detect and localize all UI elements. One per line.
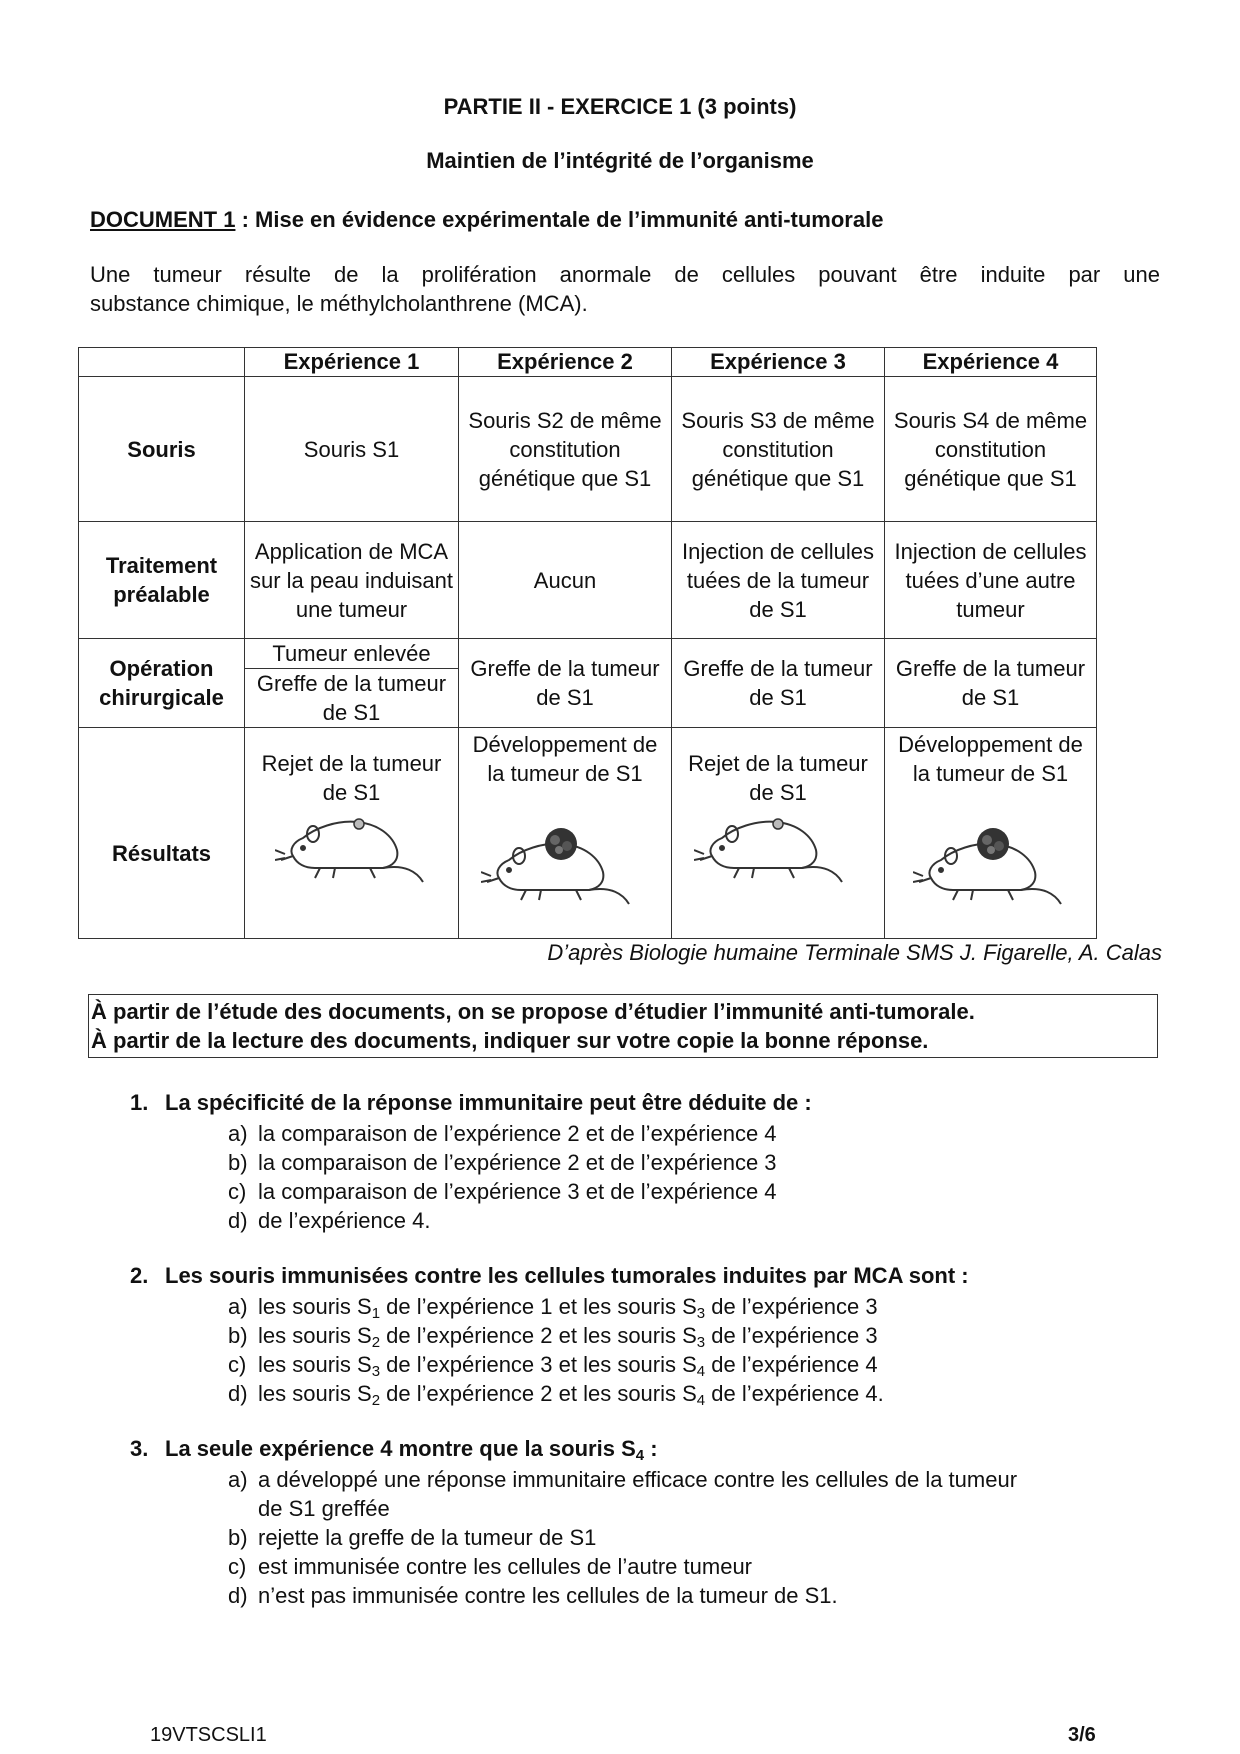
mouse-tumor-icon xyxy=(913,828,1073,908)
row-label xyxy=(79,639,245,728)
result-cell xyxy=(245,728,459,939)
column-header: Expérience 4 xyxy=(885,348,1097,377)
mouse-healthy-icon xyxy=(275,806,435,886)
instruction-line: À partir de l’étude des documents, on se propose d’étudier l’immunité anti-tumorale. xyxy=(91,999,975,1024)
row-label-line: préalable xyxy=(113,582,210,607)
table-cell: Application de MCA sur la peau induisant une tumeur xyxy=(245,522,459,639)
question-text: La spécificité de la réponse immunitaire peut être déduite de : xyxy=(165,1090,812,1115)
option-text: les souris $S_2$ de l’expérience 2 et les souris $S_3$ de l’expérience 3 xyxy=(258,1323,878,1351)
table-header-row xyxy=(79,348,1097,377)
page-number: 3/6 xyxy=(1068,1724,1096,1746)
table-cell: Injection de cellules tuées de la tumeur de S1 xyxy=(672,522,885,639)
table-cell: Greffe de la tumeur de S1 xyxy=(672,639,885,728)
row-traitement xyxy=(79,522,1097,639)
table-cell: Tumeur enlevée xyxy=(245,639,459,669)
result-cell xyxy=(459,728,672,939)
option-letter: b) xyxy=(228,1150,248,1175)
result-text: Rejet de la tumeur de S1 xyxy=(261,751,442,805)
table-cell: Souris S3 de même constitution génétique que S1 xyxy=(672,377,885,522)
source-citation: D’après Biologie humaine Terminale SMS J. Figarelle, A. Calas xyxy=(547,940,1162,965)
document-label: DOCUMENT 1 xyxy=(90,207,236,232)
row-operation xyxy=(79,639,1097,669)
instructions-box xyxy=(88,994,1158,1058)
option-letter: b) xyxy=(228,1525,248,1550)
instruction-line: À partir de la lecture des documents, indiquer sur votre copie la bonne réponse. xyxy=(91,1028,929,1053)
column-header: Expérience 3 xyxy=(672,348,885,377)
option xyxy=(228,1119,777,1148)
option-text: rejette la greffe de la tumeur de S1 xyxy=(258,1525,597,1550)
experiment-table xyxy=(78,347,1097,939)
row-resultats xyxy=(79,728,1097,939)
mouse-tumor-icon xyxy=(481,828,641,908)
column-header: Expérience 1 xyxy=(245,348,459,377)
document-title: Mise en évidence expérimentale de l’immunité anti-tumorale xyxy=(255,207,884,232)
option-letter: a) xyxy=(228,1467,248,1492)
intro-line-2: substance chimique, le méthylcholanthrene (MCA). xyxy=(90,291,588,316)
table-cell: Injection de cellules tuées d’une autre tumeur xyxy=(885,522,1097,639)
option xyxy=(228,1523,596,1552)
table-corner xyxy=(79,348,245,377)
result-cell xyxy=(885,728,1097,939)
table-cell: Souris S4 de même constitution génétique que S1 xyxy=(885,377,1097,522)
option-letter: d) xyxy=(228,1381,248,1406)
option-letter: d) xyxy=(228,1583,248,1608)
table-cell: Greffe de la tumeur de S1 xyxy=(245,669,459,728)
mouse-healthy-icon xyxy=(694,806,854,886)
exercise-title: PARTIE II - EXERCICE 1 (3 points) xyxy=(443,94,797,119)
question-text: Les souris immunisées contre les cellules tumorales induites par MCA sont : xyxy=(165,1263,969,1288)
footer-code: 19VTSCSLI1 xyxy=(150,1724,267,1746)
question-title xyxy=(130,1090,812,1116)
table-cell: Aucun xyxy=(459,522,672,639)
result-text: Rejet de la tumeur de S1 xyxy=(688,751,868,805)
option-letter: b) xyxy=(228,1323,248,1348)
option-letter: a) xyxy=(228,1294,248,1319)
option-text: les souris $S_3$ de l’expérience 3 et les souris $S_4$ de l’expérience 4 xyxy=(258,1352,878,1380)
row-label-line: Opération xyxy=(109,656,214,681)
question-title xyxy=(130,1263,969,1289)
option xyxy=(228,1581,838,1610)
column-header: Expérience 2 xyxy=(459,348,672,377)
option xyxy=(228,1465,1017,1523)
option-text: la comparaison de l’expérience 3 et de l’expérience 4 xyxy=(258,1179,777,1204)
row-label xyxy=(79,522,245,639)
option xyxy=(228,1379,884,1408)
question-title xyxy=(130,1436,658,1462)
question-number: 3. xyxy=(130,1436,149,1461)
option xyxy=(228,1552,752,1581)
result-text: Développement de la tumeur de S1 xyxy=(898,732,1083,786)
table-cell: Souris S1 xyxy=(245,377,459,522)
table-cell: Souris S2 de même constitution génétique que S1 xyxy=(459,377,672,522)
option-text: est immunisée contre les cellules de l’autre tumeur xyxy=(258,1554,753,1579)
question-number: 2. xyxy=(130,1263,149,1288)
option-text-continued: de S1 greffée xyxy=(258,1496,390,1521)
row-label-line: chirurgicale xyxy=(99,685,224,710)
option-letter: c) xyxy=(228,1352,247,1377)
intro-line-1: Une tumeur résulte de la prolifération anormale de cellules pouvant être induite par une xyxy=(90,262,1160,287)
row-label-line: Traitement xyxy=(105,553,218,578)
option xyxy=(228,1148,777,1177)
option-letter: a) xyxy=(228,1121,248,1146)
result-text: Développement de la tumeur de S1 xyxy=(472,732,658,786)
option-letter: c) xyxy=(228,1554,247,1579)
option-text: la comparaison de l’expérience 2 et de l’expérience 3 xyxy=(258,1150,777,1175)
option xyxy=(228,1321,878,1350)
option-letter: c) xyxy=(228,1179,247,1204)
question-text: La seule expérience 4 montre que la souris $S_4$ : xyxy=(165,1436,658,1464)
row-souris xyxy=(79,377,1097,522)
option-letter: d) xyxy=(228,1208,248,1233)
option xyxy=(228,1350,878,1379)
option-text: les souris $S_1$ de l’expérience 1 et les souris $S_3$ de l’expérience 3 xyxy=(258,1294,878,1322)
question-number: 1. xyxy=(130,1090,149,1115)
document-heading xyxy=(90,207,883,233)
option xyxy=(228,1206,430,1235)
intro-paragraph xyxy=(90,260,1160,318)
option xyxy=(228,1177,777,1206)
result-cell xyxy=(672,728,885,939)
document-separator: : xyxy=(235,207,256,232)
row-label: Résultats xyxy=(79,728,245,939)
table-cell: Greffe de la tumeur de S1 xyxy=(459,639,672,728)
row-label: Souris xyxy=(79,377,245,522)
option-text: de l’expérience 4. xyxy=(258,1208,431,1233)
option-text: n’est pas immunisée contre les cellules de la tumeur de S1. xyxy=(258,1583,838,1608)
exercise-subtitle: Maintien de l’intégrité de l’organisme xyxy=(426,148,814,173)
option-text: a développé une réponse immunitaire efficace contre les cellules de la tumeur xyxy=(258,1467,1018,1492)
table-cell: Greffe de la tumeur de S1 xyxy=(885,639,1097,728)
option-text: les souris $S_2$ de l’expérience 2 et les souris $S_4$ de l’expérience 4. xyxy=(258,1381,884,1409)
option xyxy=(228,1292,878,1321)
option-text: la comparaison de l’expérience 2 et de l’expérience 4 xyxy=(258,1121,777,1146)
